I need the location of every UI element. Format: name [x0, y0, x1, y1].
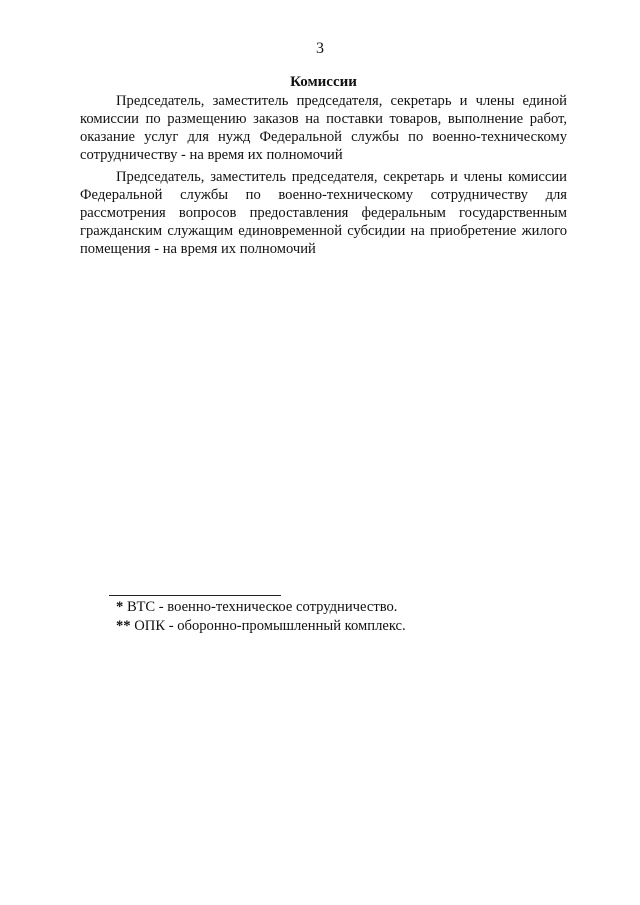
footnote-vts — [116, 598, 566, 617]
page-number: 3 — [316, 40, 324, 57]
commissions-section — [80, 74, 567, 262]
footnote-opk — [116, 617, 566, 636]
section-title: Комиссии — [290, 74, 357, 90]
footnote-divider — [109, 595, 281, 596]
paragraph-procurement-commission: Председатель, заместитель председателя, секретарь и члены единой комиссии по размещению заказов на поставки товаров, выполнение работ, оказание услуг для нужд Федеральной службы по военно-техническому сотрудничеству - на время их полномочий — [80, 93, 567, 163]
paragraph-housing-subsidy-commission: Председатель, заместитель председателя, секретарь и члены комиссии Федеральной службы по военно-техническому сотрудничеству для рассмотрения вопросов предоставления федеральным государственным гражданским служащим единовременной субсидии на приобретение жилого помещения - на время их полномочий — [80, 169, 567, 257]
footnote-text: ОПК - оборонно-промышленный комплекс. — [134, 618, 406, 634]
footnotes — [116, 598, 566, 636]
footnote-text: ВТС - военно-техническое сотрудничество. — [126, 599, 398, 615]
footnote-mark: ** — [116, 618, 131, 634]
footnote-mark: * — [116, 599, 124, 615]
